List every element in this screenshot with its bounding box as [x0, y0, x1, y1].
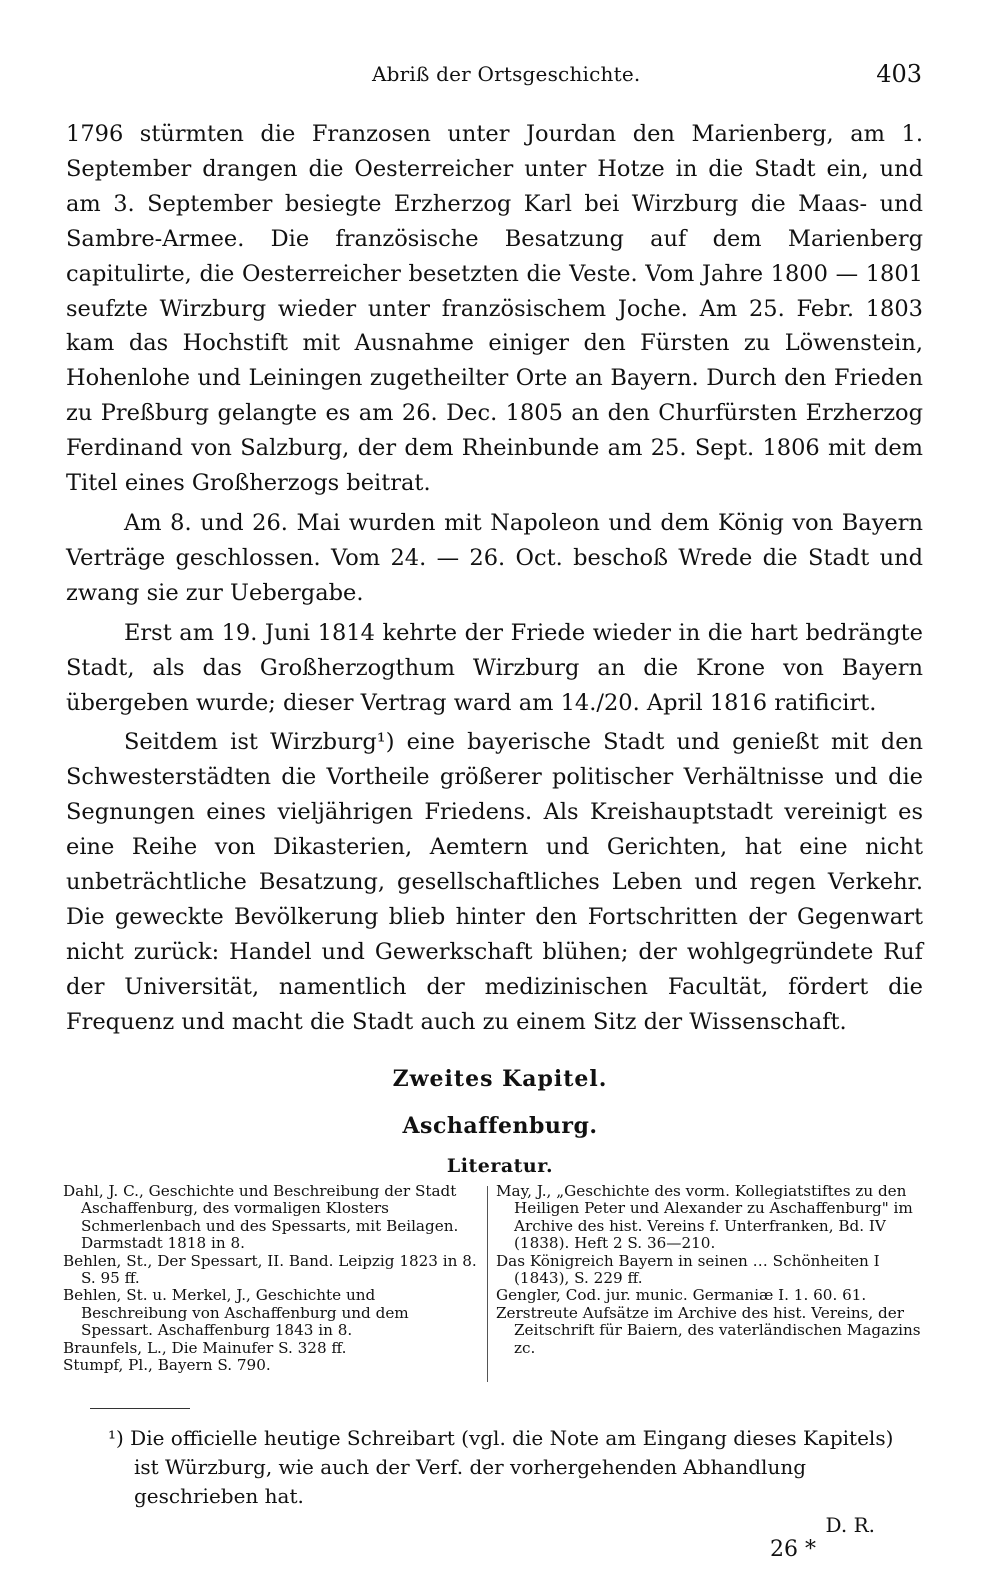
- footnote-line: ¹) Die officielle heutige Schreibart (vgl. die Note am Eingang dieses Kapitels): [108, 1426, 894, 1450]
- chapter-subtitle: Aschaffenburg.: [402, 1113, 598, 1139]
- main-text: [66, 117, 923, 1040]
- literature-entry: Behlen, St., Der Spessart, II. Band. Leipzig 1823 in 8. S. 95 ff.: [63, 1251, 477, 1288]
- page-number: 403: [876, 60, 922, 88]
- literature-entry: Stumpf, Pl., Bayern S. 790.: [63, 1356, 271, 1375]
- paragraph: Seitdem ist Wirzburg¹) eine bayerische Stadt und genießt mit den Schwesterstädten die Vortheile größerer politischer Verhältnisse und die Segnungen eines vieljährigen Friedens. Als Kreishauptstadt vereinigt es eine Reihe von Dikasterien, Aemtern und Gerichten, hat eine nicht unbeträchtliche Besatzung, gesellschaftliches Leben und regen Verkehr. Die geweckte Bevölkerung blieb hinter den Fortschritten der Gegenwart nicht zurück: Handel und Gewerkschaft blühen; der wohlgegründete Ruf der Universität, namentlich der medizinischen Facultät, fördert die Frequenz und macht die Stadt auch zu einem Sitz der Wissenschaft.: [66, 729, 923, 1035]
- literature-heading: Literatur.: [446, 1155, 554, 1177]
- paragraph: Erst am 19. Juni 1814 kehrte der Friede wieder in die hart bedrängte Stadt, als das Großherzogthum Wirzburg an die Krone von Bayern übergeben wurde; dieser Vertrag ward am 14./20. April 1816 ratificirt.: [66, 619, 923, 716]
- literature-column-right: [496, 1183, 924, 1357]
- literature-entry: Braunfels, L., Die Mainufer S. 328 ff.: [63, 1338, 347, 1357]
- literature-entry: Gengler, Cod. jur. munic. Germaniæ I. 1. 60. 61.: [496, 1286, 867, 1305]
- literature-entry: Zerstreute Aufsätze im Archive des hist. Vereins, der Zeitschrift für Baiern, des vaterländischen Magazins zc.: [496, 1303, 921, 1357]
- literature-entry: Das Königreich Bayern in seinen … Schönheiten I (1843), S. 229 ff.: [496, 1251, 880, 1288]
- footnote: [108, 1424, 923, 1540]
- literature-column-left: [63, 1183, 483, 1374]
- paragraph: Am 8. und 26. Mai wurden mit Napoleon und dem König von Bayern Verträge geschlossen. Vom 24. — 26. Oct. beschoß Wrede die Stadt und zwang sie zur Uebergabe.: [66, 509, 923, 606]
- footnote-line: ist Würzburg, wie auch der Verf. der vorhergehenden Abhandlung geschrieben hat.: [134, 1455, 807, 1508]
- printer-signature-mark: 26 *: [770, 1537, 816, 1562]
- footnote-rule: [90, 1408, 190, 1409]
- footnote-signature: D. R.: [825, 1513, 875, 1537]
- running-head: Abriß der Ortsgeschichte.: [372, 62, 641, 86]
- chapter-title: Zweites Kapitel.: [392, 1066, 608, 1092]
- column-divider: [487, 1186, 488, 1382]
- literature-entry: May, J., „Geschichte des vorm. Kollegiatstiftes zu den Heiligen Peter und Alexander zu Aschaffenburg" im Archive des hist. Vereins f. Unterfranken, Bd. IV (1838). Heft 2 S. 36—210.: [496, 1182, 913, 1253]
- paragraph: 1796 stürmten die Franzosen unter Jourdan den Marienberg, am 1. September drangen die Oesterreicher unter Hotze in die Stadt ein, und am 3. September besiegte Erzherzog Karl bei Wirzburg die Maas- und Sambre-Armee. Die französische Besatzung auf dem Marienberg capitulirte, die Oesterreicher besetzten die Veste. Vom Jahre 1800 — 1801 seufzte Wirzburg wieder unter französischem Joche. Am 25. Febr. 1803 kam das Hochstift mit Ausnahme einiger den Fürsten zu Löwenstein, Hohenlohe und Leiningen zugetheilter Orte an Bayern. Durch den Frieden zu Preßburg gelangte es am 26. Dec. 1805 an den Churfürsten Erzherzog Ferdinand von Salzburg, der dem Rheinbunde am 25. Sept. 1806 mit dem Titel eines Großherzogs beitrat.: [66, 121, 923, 497]
- literature-entry: Dahl, J. C., Geschichte und Beschreibung der Stadt Aschaffenburg, des vormaligen Klosters Schmerlenbach und des Spessarts, mit Beilagen. Darmstadt 1818 in 8.: [63, 1182, 459, 1253]
- literature-entry: Behlen, St. u. Merkel, J., Geschichte und Beschreibung von Aschaffenburg und dem Spessart. Aschaffenburg 1843 in 8.: [63, 1286, 409, 1340]
